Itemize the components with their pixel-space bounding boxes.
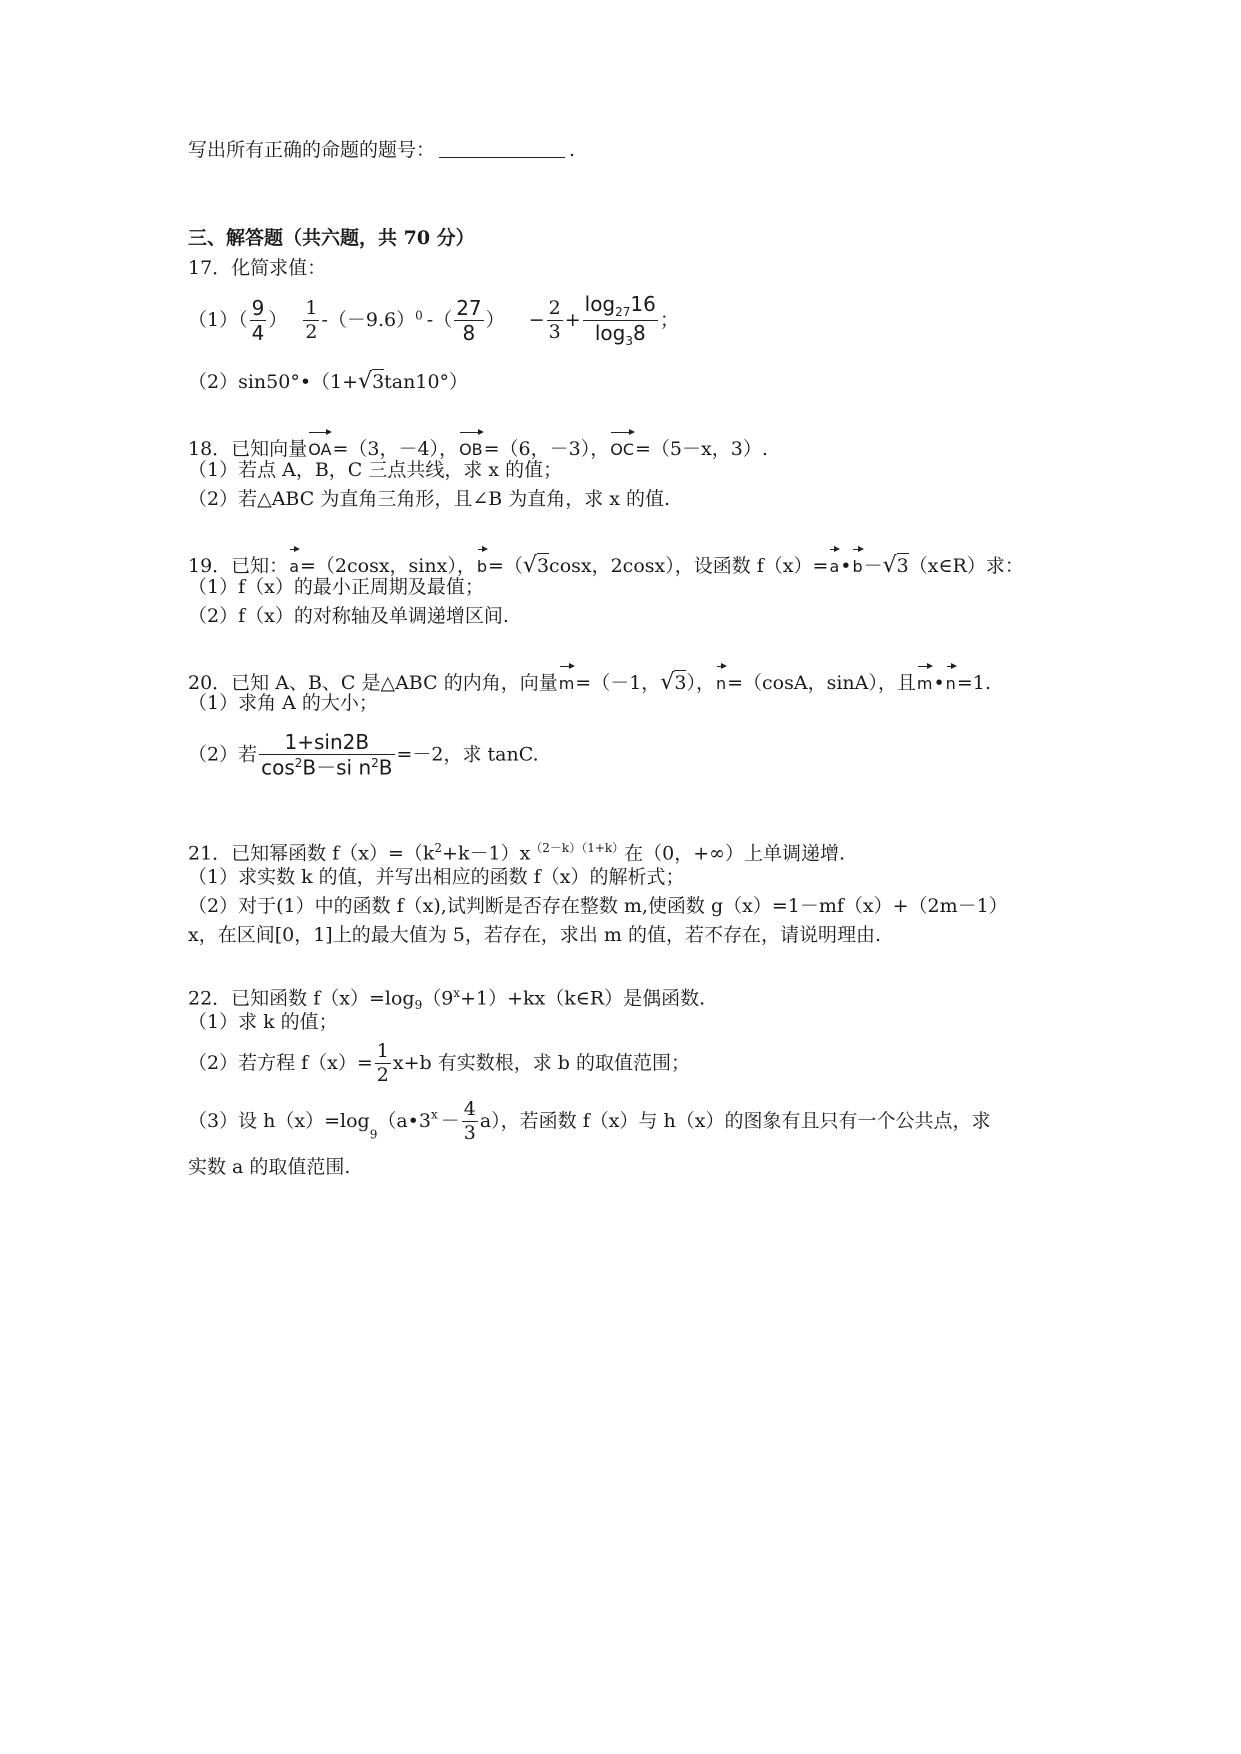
sup-zero: 0 (415, 308, 423, 323)
sup: 2 (371, 756, 379, 770)
q20-a: 20．已知 A、B、C 是△ABC 的内角，向量 (188, 672, 558, 694)
frac-num: 4 (463, 1098, 476, 1120)
frac-num (583, 294, 658, 320)
q19-c: =（ (488, 555, 523, 577)
q21-stem (188, 836, 845, 865)
log-base: 27 (615, 305, 631, 319)
dot: • (933, 672, 945, 694)
frac-num: 1 (376, 1040, 389, 1062)
vector-n: n (716, 662, 726, 696)
minus: － (440, 1110, 460, 1132)
q22-b: （9 (422, 987, 454, 1010)
vector-n: n (946, 662, 956, 696)
paren: ） (268, 309, 288, 331)
q17-mid2: -（ (426, 309, 453, 331)
vector-ob: OB (459, 428, 483, 462)
sub: 9 (369, 1127, 378, 1142)
log-base: 3 (625, 334, 633, 348)
q19-part1: （1）f（x）的最小正周期及最值； (188, 576, 484, 598)
q22-part2 (188, 1042, 690, 1085)
q19-part2: （2）f（x）的对称轴及单调递增区间. (188, 605, 509, 627)
vector-m: m (917, 662, 933, 696)
q17-p2-b: tan10°） (384, 371, 469, 393)
q17-part2 (188, 370, 468, 394)
q19-b: =（2cosx，sinx）， (300, 555, 476, 577)
answer-blank (439, 139, 565, 158)
frac-den (259, 754, 394, 778)
frac-den: 2 (376, 1064, 389, 1086)
q17-p1-label: （1）（ (188, 309, 248, 331)
frac-den: 3 (548, 321, 561, 343)
sup: 2 (294, 756, 303, 770)
q18-b: =（3，－4）， (332, 438, 459, 460)
sqrt-content: 3 (372, 371, 385, 393)
frac-num: 9 (251, 296, 265, 320)
minus: － (863, 555, 883, 577)
sqrt-sign: √ (358, 369, 373, 394)
frac-den: 4 (251, 321, 265, 345)
vector-b: b (477, 545, 487, 579)
q22-part3-cont: 实数 a 的取值范围. (188, 1156, 351, 1178)
q20-b: =（－1， (575, 672, 661, 694)
sqrt-content: 3 (896, 555, 909, 577)
q19-stem (188, 545, 1024, 579)
q19-f: （x∈R）求： (908, 555, 1024, 577)
den-mid: B－si n (302, 755, 372, 780)
q22-a: 22．已知函数 f（x）=log (188, 987, 415, 1010)
frac-den: 3 (463, 1122, 476, 1144)
q19-a: 19．已知： (188, 555, 289, 577)
sub: 9 (414, 998, 423, 1013)
frac-den: 2 (305, 321, 318, 343)
q20-d: =（cosA，sinA），且 (727, 672, 916, 694)
q20-e: =1. (956, 672, 991, 694)
frac-4-3 (462, 1100, 478, 1143)
q18-part2: （2）若△ABC 为直角三角形，且∠B 为直角，求 x 的值. (188, 488, 671, 510)
semicolon: ； (659, 309, 679, 331)
q18-c: =（6，－3）， (483, 438, 610, 460)
sqrt-sign: √ (660, 670, 675, 695)
q22-part3 (188, 1100, 990, 1143)
vector-oc: OC (610, 428, 634, 462)
q20-p2-b: =－2，求 tanC. (396, 743, 539, 766)
q17-frac-9-4 (250, 298, 267, 343)
sup-exponent: （2－k）（1+k） (530, 841, 625, 855)
q22-p2-a: （2）若方程 f（x）= (188, 1052, 373, 1074)
sqrt-content: 3 (674, 672, 687, 694)
frac-num: 2 (548, 297, 561, 319)
frac-num: 1+sin2B (284, 730, 370, 754)
q21-part2: （2）对于(1）中的函数 f（x),试判断是否存在整数 m,使函数 g（x）=1－mf（x）+（2m－1） (188, 895, 1008, 917)
cos: cos (261, 755, 295, 780)
vector-oa: OA (308, 428, 331, 462)
log-arg: 16 (630, 292, 656, 316)
den-end: B (378, 755, 393, 780)
q17-exp-1-2 (303, 299, 319, 342)
vector-b: b (852, 545, 862, 579)
vector-m: m (559, 662, 575, 696)
log: log (584, 292, 616, 316)
q17-p2-a: （2）sin50°•（1+ (188, 371, 359, 393)
plus: + (564, 309, 581, 331)
section-title: 三、解答题（共六题，共 70 分） (188, 227, 475, 249)
q20-part1: （1）求角 A 的大小； (188, 692, 378, 714)
q18-part1: （1）若点 A，B，C 三点共线，求 x 的值； (188, 459, 563, 481)
q22-p3-a: （3）设 h（x）=log (188, 1110, 370, 1132)
frac-1-2 (375, 1042, 391, 1085)
q22-part1: （1）求 k 的值； (188, 1011, 338, 1033)
frac-num: 27 (456, 296, 482, 320)
log: log (594, 321, 626, 345)
sup: 2 (434, 841, 443, 855)
q17-frac-27-8 (454, 298, 483, 343)
fill-prompt: 写出所有正确的命题的题号： (188, 139, 436, 161)
q21-c: 在（0，+∞）上单调递增. (624, 842, 846, 865)
q20-fraction (259, 732, 394, 778)
q17-exp-2-3 (547, 299, 563, 342)
q17-mid: -（－9.6） (321, 309, 416, 331)
sup: x (430, 1107, 438, 1122)
q22-p3-d: a），若函数 f（x）与 h（x）的图象有且只有一个公共点，求 (479, 1110, 991, 1132)
q21-part2-cont: x，在区间[0，1]上的最大值为 5，若存在，求出 m 的值，若不存在，请说明理由. (188, 924, 881, 946)
q21-part1: （1）求实数 k 的值，并写出相应的函数 f（x）的解析式； (188, 866, 685, 888)
q21-b: +k－1）x (442, 842, 531, 865)
q18-d: =（5－x，3）. (635, 438, 768, 460)
sqrt-sign: √ (882, 553, 897, 578)
sup: x (453, 986, 461, 1000)
dot: • (840, 555, 852, 577)
q20-c: ）， (686, 672, 715, 694)
paren: ） (485, 309, 505, 331)
q17-log-fraction (583, 294, 658, 347)
q20-p2-a: （2）若 (188, 743, 258, 766)
q22-c: +1）+kx（k∈R）是偶函数. (460, 987, 706, 1010)
vector-a: a (829, 545, 839, 579)
frac-num: 1 (305, 297, 318, 319)
q18-stem (188, 428, 768, 462)
q21-a: 21．已知幂函数 f（x）=（k (188, 842, 435, 865)
vector-a: a (289, 545, 299, 579)
q17-part1 (188, 294, 679, 347)
q19-d: cosx，2cosx），设函数 f（x）= (549, 555, 829, 577)
frac-den: 8 (454, 320, 483, 343)
log-arg: 8 (632, 321, 646, 345)
q18-a: 18．已知向量 (188, 438, 308, 460)
sqrt-sign: √ (522, 553, 537, 578)
minus: − (528, 309, 545, 331)
q22-p2-b: x+b 有实数根，求 b 的取值范围； (392, 1052, 690, 1074)
q17-stem: 17．化简求值： (188, 257, 327, 279)
frac-den (583, 320, 658, 347)
fill-in-question (188, 138, 575, 162)
q20-part2 (188, 732, 539, 778)
sqrt-content: 3 (536, 555, 550, 577)
fill-end: . (569, 139, 576, 161)
q22-p3-b: （a•3 (377, 1110, 431, 1132)
